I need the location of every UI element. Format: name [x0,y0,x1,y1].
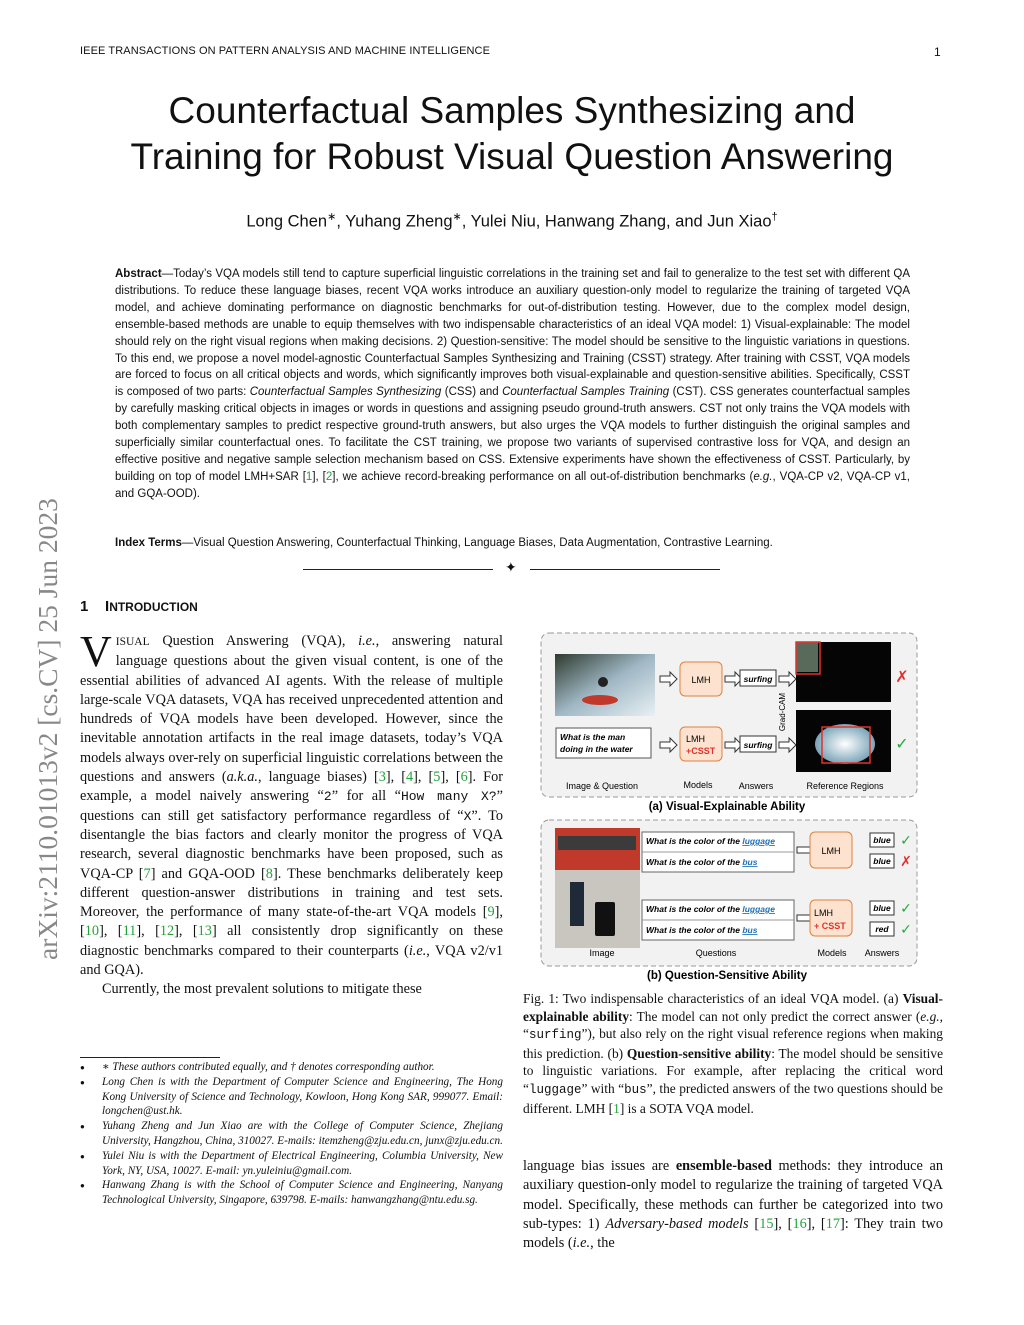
intro-run: ]. These benchmarks deliberately keep different question-answer distributions in training and test sets. Moreover, the performance of many state-of-the-art VQA models [ [80,865,503,921]
label-image-question: Image & Question [565,781,639,791]
citation-link[interactable]: 1 [613,1100,620,1116]
label-answers: Answers [864,948,900,958]
footnote-item: ● Long Chen is with the Department of Computer Science and Engineering, The Hong Kong University of Science and Technology, Kowloon, Hong Kong SAR, 999077. Email: longchen@ust.hk. [102,1075,503,1119]
authors: Long Chen∗, Yuhang Zheng∗, Yulei Niu, Hanwang Zhang, and Jun Xiao† [246,211,778,231]
caption-run: ”, the predicted answers of the two questions should be different. LMH [ [523,1080,943,1116]
section-number: 1 [80,598,89,615]
gradcam-hotspot [815,724,875,764]
citation-link[interactable]: 3 [378,769,386,786]
abstract-text: ], [ [312,470,326,483]
intro-run: ]. For example, a model naively answering “ [80,769,503,805]
divider-diamond-icon: ✦ [505,561,517,576]
intro-run: ”. To disentangle the bias factors and clearly monitor the progress of VQA research, several diagnostic benchmarks have been proposed, such as VQA-CP [ [80,807,503,882]
cross-icon: ✗ [895,669,909,686]
citation-link[interactable]: 13 [197,923,212,940]
intro-run: ” questions can still get satisfactory performance regardless of “ [80,788,504,824]
drop-cap: V [80,627,112,676]
citation-link[interactable]: 9 [487,904,495,921]
right-column-text: language bias issues are ensemble-based methods: they introduce an auxiliary question-only model to regularize the training of targeted VQA model. Specifically, these methods can further be categorized into two sub-types: 1) Adversary-based models [15], [16], [17]: They train two models (i.e., the [523,1158,944,1252]
footnote-item: ● Hanwang Zhang is with the School of Computer Science and Engineering, Nanyang Technological University, Singapore, 639798. E-mails: hanwangzhang@ntu.edu.sg. [102,1178,503,1208]
answer-text: red [875,924,889,934]
body-ie: i.e. [572,1235,591,1252]
question-b1 [646,836,775,846]
intro-ie: i.e. [358,633,376,649]
caption-run: , “ [523,1008,943,1042]
caption-run: : The model can not only predict the correct answer ( [629,1008,921,1024]
section-initial: I [105,598,110,615]
label-image: Image [589,948,615,958]
section-title: NTRODUCTION [109,600,198,614]
question-b2 [646,857,758,867]
model-label-csst: +CSST [686,746,716,756]
running-head: IEEE TRANSACTIONS ON PATTERN ANALYSIS AND MACHINE INTELLIGENCE [80,45,491,57]
caption-run: ” with “ [581,1080,625,1096]
caption-bold: Question-sensitive ability [626,1045,772,1061]
citation-link[interactable]: 6 [460,769,468,786]
footnote-item: ● Yulei Niu is with the Department of Electrical Engineering, Columbia University, New York, NY, USA, 10027. E-mail: yn.yuleiniu@gmail.com. [102,1149,503,1179]
citation-link[interactable]: 17 [825,1215,840,1232]
caption-run: : The model should be sensitive to linguistic variations. For example, after replacing the critical word “ [523,1045,944,1096]
answer-text: blue [873,856,891,866]
subfigure-a-title: (a) Visual-Explainable Ability [648,801,806,813]
index-terms [115,535,910,551]
intro-run: ] all consistently drop significantly on these diagnostic benchmarks compared to their counterparts ( [80,923,504,959]
abstract-css-name: Counterfactual Samples Synthesizing [249,386,442,399]
citation-link[interactable]: 15 [759,1215,774,1232]
citation-link[interactable]: 4 [406,769,414,786]
question-prefix: What is the color of the [646,857,743,867]
check-icon: ✓ [900,921,912,937]
abstract [115,266,910,503]
question-b3 [646,904,775,914]
figure-caption [523,990,943,1117]
section-heading [80,598,198,615]
body-run: [ [748,1215,760,1232]
citation-link[interactable]: 2 [325,470,333,483]
citation-link[interactable]: 11 [122,923,137,940]
divider-right [530,569,720,570]
caption-run: Fig. 1: Two indispensable characteristics of an ideal VQA model. (a) [523,991,903,1006]
abstract-text: (CSS) and [441,386,503,399]
citation-link[interactable]: 12 [159,923,175,940]
question-line-a1: What is the man [560,732,626,742]
check-icon: ✓ [900,832,912,848]
code-token: surfing [528,1028,582,1043]
model-label-lmh: LMH [814,908,834,918]
abstract-eg: e.g. [753,470,773,483]
footnote-rule [80,1057,220,1058]
code-token: How many X? [400,789,497,805]
surfer-figure [598,677,608,687]
check-icon: ✓ [895,736,909,753]
model-label-lmh: LMH [686,734,706,744]
body-run: methods: they introduce an auxiliary question-only model to regularize the training of targeted VQA model. Specifically, these methods can further be categorized into two sub-types: 1) [523,1158,943,1232]
label-models: Models [683,780,713,790]
body-bold: ensemble-based [675,1158,772,1174]
abstract-text: —Today’s VQA models still tend to capture superficial linguistic correlations in the training set and fail to generalize to the test set with different QA distributions. To reduce these language biases, recent VQA works introduce an auxiliary question-only model to regularize the training of targeted VQA model, and achieve dominating performance on diagnostic benchmarks for out-of-distribution testing. However, due to the complex model design, ensemble-based methods are unable to equip themselves with two indispensable characteristics of an ideal VQA model: 1) Visual-explainable: The model should rely on the right visual regions when making decisions. 2) Question-sensitive: The model should be sensitive to the linguistic variations in questions. To this end, we propose a novel model-agnostic Counterfactual Samples Synthesizing and Training (CSST) strategy. After training with CSST, VQA models are forced to focus on all critical objects and words, which significantly improves both visual-explainable and question-sensitive abilities. Specifically, CSST is composed of two parts: [115,268,910,399]
surfboard [582,695,618,705]
code-token: X [463,808,472,824]
model-label-csst: + CSST [814,921,846,931]
label-questions: Questions [695,948,737,958]
abstract-text: , VQA-CP v2, VQA-CP v1, and GQA-OOD). [115,470,911,500]
citation-link[interactable]: 10 [84,923,100,940]
intro-text: VISUAL Question Answering (VQA), i.e., answering natural language questions about the given visual content, is one of the essential abilities of advanced AI agents. With the release of multiple large-scale VQA datasets, VQA has received unprecedented attention and hundreds of VQA models have been developed. However, since the inevitable annotation artifacts in the real image datasets, today’s VQA models always over-rely on superficial linguistic correlations between the questions and answers (a.k.a., language biases) [3], [4], [5], [6]. For example, a model naively answering “2” for all “How many X?” questions can still get satisfactory performance regardless of “X”. To disentangle the bias factors and clearly monitor the progress of VQA research, several diagnostic benchmarks have been proposed, such as VQA-CP [7] and GQA-OOD [8]. These benchmarks deliberately keep different question-answer distributions in training and test sets. Moreover, the performance of many state-of-the-art VQA models [9], [10], [11], [12], [13] all consistently drop significantly on these diagnostic benchmarks compared to their counterparts (i.e., VQA v2/v1 and GQA). Currently, the most prevalent solutions to mitigate these [80,627,504,998]
citation-link[interactable]: 7 [143,865,151,882]
question-b4 [646,925,758,935]
label-reference-regions: Reference Regions [806,781,884,791]
figure-1 [540,632,918,988]
question-line-a2: doing in the water [560,744,633,754]
authors-rest: Yulei Niu, Hanwang Zhang, and Jun Xiao [470,212,772,231]
abstract-label: Abstract [115,268,162,280]
intro-run: Question Answering (VQA), [149,633,359,649]
author-2: Yuhang Zheng [345,212,453,231]
paper-title [80,88,944,180]
abstract-text: (CST). CSS generates counterfactual samples by carefully masking critical objects in images or words in questions and assigning pseudo ground-truth answers. CST not only trains the VQA models with both complementary samples to predict respective ground-truth answers, but also urges the VQA models to further distinguish the original samples and superficially similar counterfactual ones. To facilitate the CST training, we propose two variants of supervised contrastive loss for VQA, and design an effective positive and negative sample selection mechanism based on CSS. Extensive experiments have shown the effectiveness of CSST. Particularly, by building on top of model LMH+SAR [ [115,386,910,483]
caption-bold: Visual-explainable ability [523,991,943,1024]
intro-run: Currently, the most prevalent solutions to mitigate these [102,981,422,998]
keyword-bus: bus [742,857,758,867]
model-label-lmh: LMH [821,846,841,856]
intro-ie: i.e. [408,942,427,959]
keyword-bus: bus [742,925,758,935]
footnote-item: ● ∗ These authors contributed equally, and † denotes corresponding author. [102,1060,503,1075]
intro-run: ” for all “ [331,788,401,805]
body-run: ]: They train two models ( [523,1215,944,1252]
label-answers: Answers [738,781,774,791]
answer-text: blue [873,903,891,913]
subfigure-b-title: (b) Question-Sensitive Ability [647,970,807,982]
intro-run: , language biases) [ [257,769,379,786]
label-models: Models [817,948,847,958]
person-figure [570,882,584,926]
gradcam-label: Grad-CAM [778,692,787,732]
citation-link[interactable]: 1 [305,470,313,483]
answer-text: surfing [743,674,773,684]
answer-text: surfing [743,740,773,750]
citation-link[interactable]: 8 [265,865,273,882]
intro-aka: a.k.a. [226,769,258,786]
gradcam-hotspot [796,642,818,672]
arxiv-stamp-text: arXiv:2110.01013v2 [cs.CV] 25 Jun 2023 [32,498,63,960]
index-terms-text: —Visual Question Answering, Counterfactual Thinking, Language Biases, Data Augmentation, Contrastive Learning. [181,537,773,549]
cross-icon: ✗ [900,853,912,869]
check-icon: ✓ [900,900,912,916]
intro-run: ] and GQA-OOD [ [150,865,266,882]
code-token: luggage [528,1082,582,1097]
intro-smallcaps: ISUAL [115,636,150,648]
title-line-1: Counterfactual Samples Synthesizing and [168,90,856,131]
citation-link[interactable]: 5 [433,769,441,786]
divider-left [303,569,493,570]
luggage [595,902,615,936]
body-run: language bias issues are [523,1158,676,1174]
equal-contrib-mark: ∗ [327,211,337,223]
abstract-cst-name: Counterfactual Samples Training [502,386,670,399]
code-token: bus [624,1082,647,1097]
footnotes [80,1060,503,1208]
title-line-2: Training for Robust Visual Question Answering [130,136,894,177]
code-token: 2 [323,789,332,805]
arxiv-stamp [22,360,82,960]
bus-windows [558,836,636,850]
model-label-lmh: LMH [691,675,711,685]
corresponding-mark: † [771,211,778,223]
keyword-luggage: luggage [742,904,775,914]
citation-link[interactable]: 16 [792,1215,807,1232]
caption-eg: e.g. [920,1008,940,1024]
question-prefix: What is the color of the [646,904,743,914]
page-number: 1 [934,45,941,59]
caption-run: ”), but also rely on the right visual reference regions when making this prediction. (b) [523,1026,943,1061]
equal-contrib-mark: ∗ [452,211,462,223]
question-prefix: What is the color of the [646,925,743,935]
question-prefix: What is the color of the [646,836,743,846]
author-1: Long Chen [246,212,328,231]
footnote-item: ● Yuhang Zheng and Jun Xiao are with the College of Computer Science, Zhejiang University, Hangzhou, China, 310027. E-mails: itemzheng@zju.edu.cn, junx@zju.edu.cn. [102,1119,503,1149]
answer-text: blue [873,835,891,845]
intro-run: , VQA v2/v1 and GQA). [80,942,503,979]
body-italic: Adversary-based models [605,1215,749,1232]
caption-run: ] is a SOTA VQA model. [619,1100,754,1116]
intro-run: , answering natural language questions about the given visual content, is one of the essential abilities of advanced AI agents. With the release of multiple large-scale VQA datasets, VQA has received unprecedented attention and hundreds of VQA models have been developed. However, since the inevitable annotation artifacts in the real image datasets, today’s VQA models always over-rely on superficial linguistic correlations between the questions and answers ( [80,633,503,786]
keyword-luggage: luggage [742,836,775,846]
index-terms-label: Index Terms [115,537,182,549]
body-run: , the [590,1235,615,1252]
abstract-text: ], we achieve record-breaking performance on all out-of-distribution benchmarks ( [332,470,754,483]
